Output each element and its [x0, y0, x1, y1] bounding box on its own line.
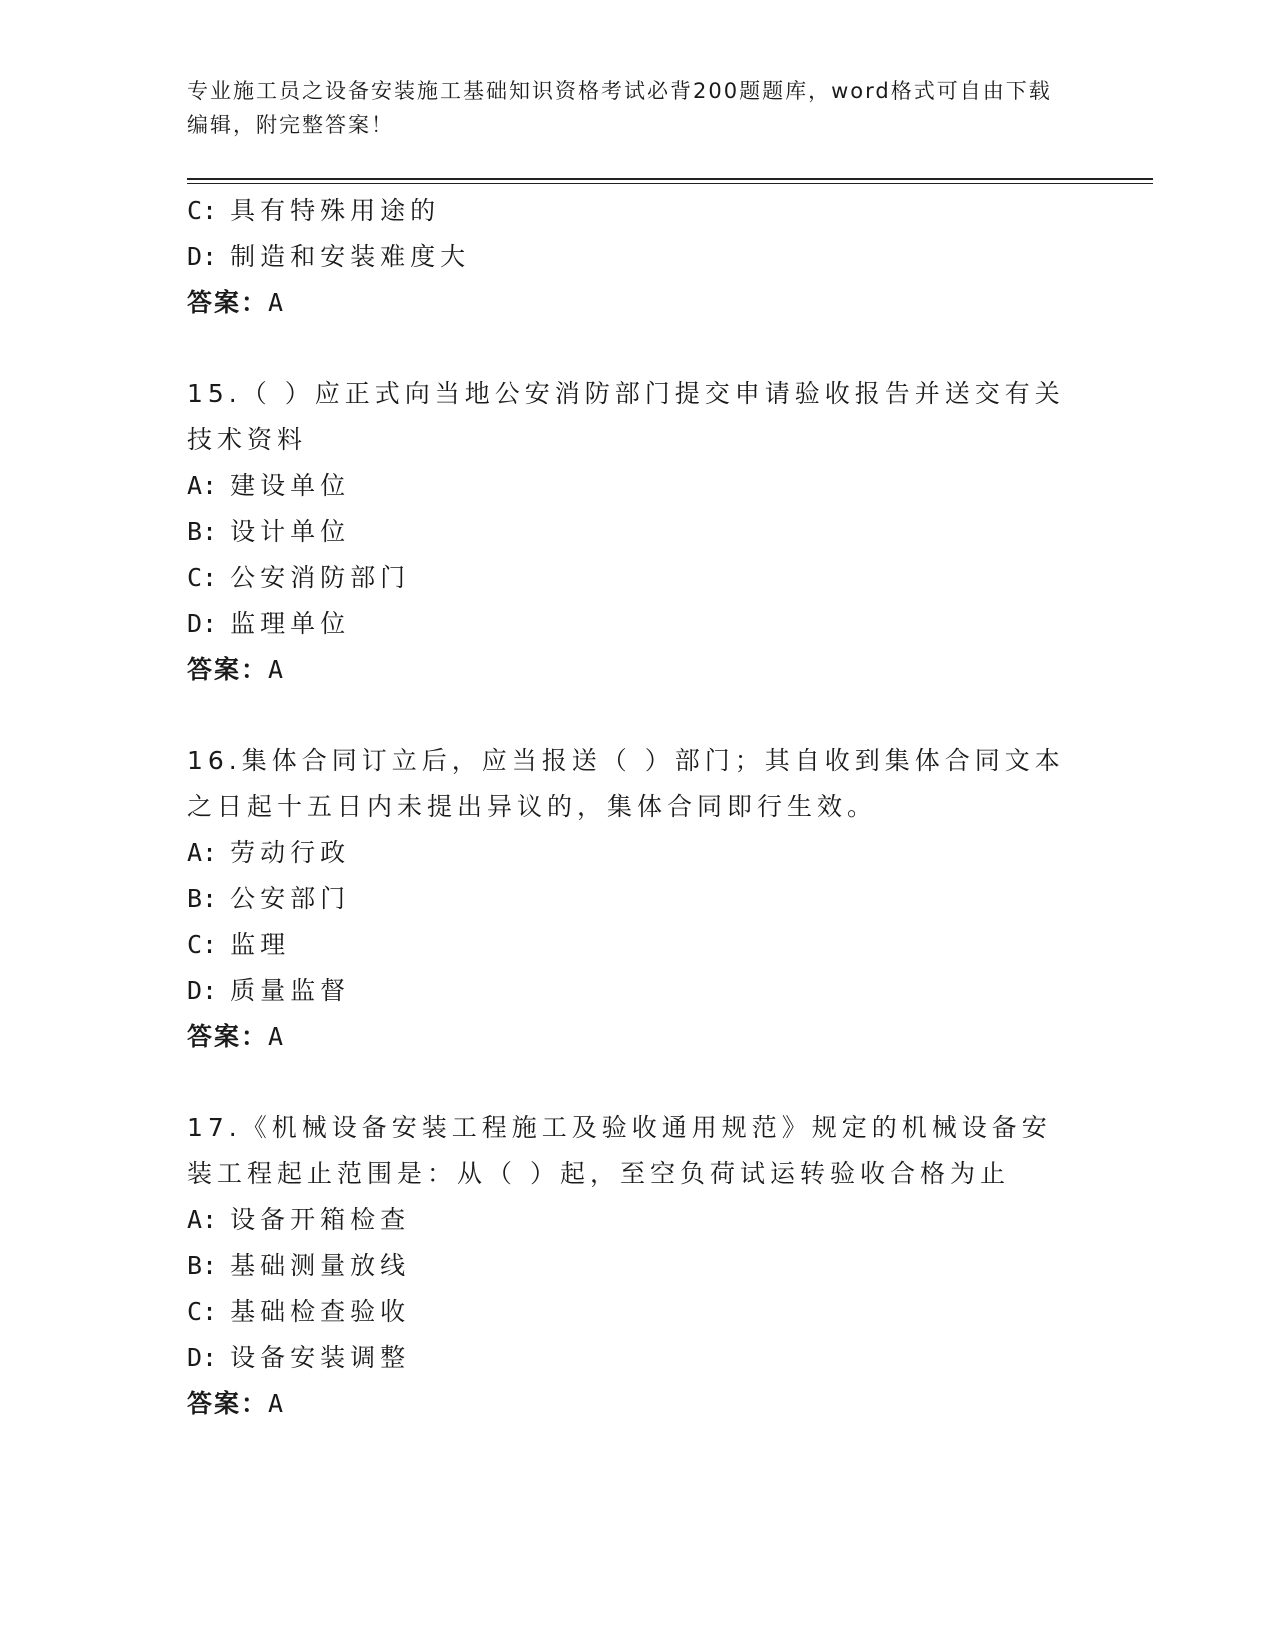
option-letter: A: [187, 471, 218, 500]
option-d [187, 601, 1087, 647]
option-letter: B: [187, 884, 218, 913]
option-letter: C: [187, 196, 218, 225]
question-stem: 16.集体合同订立后，应当报送（ ）部门；其自收到集体合同文本之日起十五日内未提出异议的，集体合同即行生效。 [187, 746, 1065, 821]
answer-line [187, 1014, 1087, 1060]
option-letter: D: [187, 242, 218, 271]
page-header: 专业施工员之设备安装施工基础知识资格考试必背200题题库，word格式可自由下载编辑，附完整答案！ [187, 79, 1052, 137]
answer-value: A [268, 655, 285, 684]
option-text: 设备安装调整 [230, 1343, 411, 1372]
option-letter: D: [187, 609, 218, 638]
answer-line [187, 647, 1087, 693]
option-c [187, 555, 1087, 601]
answer-label: 答案： [187, 1389, 269, 1418]
option-letter: A: [187, 1205, 218, 1234]
option-text: 公安消防部门 [230, 563, 411, 592]
option-letter: B: [187, 1251, 218, 1280]
option-b [187, 1243, 1087, 1289]
question-stem: 15.（ ）应正式向当地公安消防部门提交申请验收报告并送交有关技术资料 [187, 379, 1065, 454]
option-text: 基础测量放线 [230, 1251, 411, 1280]
answer-value: A [268, 288, 285, 317]
option-c [187, 188, 1087, 234]
option-text: 设备开箱检查 [230, 1205, 411, 1234]
option-a [187, 830, 1087, 876]
option-a [187, 1197, 1087, 1243]
option-d [187, 234, 1087, 280]
option-text: 公安部门 [230, 884, 351, 913]
answer-label: 答案： [187, 1022, 269, 1051]
option-letter: C: [187, 930, 218, 959]
option-letter: D: [187, 1343, 218, 1372]
answer-label: 答案： [187, 655, 269, 684]
answer-value: A [268, 1389, 285, 1418]
option-letter: C: [187, 563, 218, 592]
option-text: 劳动行政 [230, 838, 351, 867]
option-d [187, 968, 1087, 1014]
option-c [187, 1289, 1087, 1335]
header-rule-thin [187, 183, 1153, 184]
answer-label: 答案： [187, 288, 269, 317]
question-content [187, 188, 1087, 1427]
answer-value: A [268, 1022, 285, 1051]
header-rule [187, 178, 1153, 180]
question-stem: 17.《机械设备安装工程施工及验收通用规范》规定的机械设备安装工程起止范围是：从（ ）起，至空负荷试运转验收合格为止 [187, 1113, 1052, 1188]
option-letter: D: [187, 976, 218, 1005]
option-text: 具有特殊用途的 [230, 196, 441, 225]
answer-line [187, 280, 1087, 326]
option-text: 监理 [230, 930, 291, 959]
option-letter: C: [187, 1297, 218, 1326]
option-letter: A: [187, 838, 218, 867]
option-c [187, 922, 1087, 968]
option-text: 基础检查验收 [230, 1297, 411, 1326]
option-text: 监理单位 [230, 609, 351, 638]
option-text: 质量监督 [230, 976, 351, 1005]
option-text: 建设单位 [230, 471, 351, 500]
option-d [187, 1335, 1087, 1381]
option-a [187, 463, 1087, 509]
option-letter: B: [187, 517, 218, 546]
option-b [187, 876, 1087, 922]
answer-line [187, 1381, 1087, 1427]
option-text: 设计单位 [230, 517, 351, 546]
option-b [187, 509, 1087, 555]
option-text: 制造和安装难度大 [230, 242, 471, 271]
